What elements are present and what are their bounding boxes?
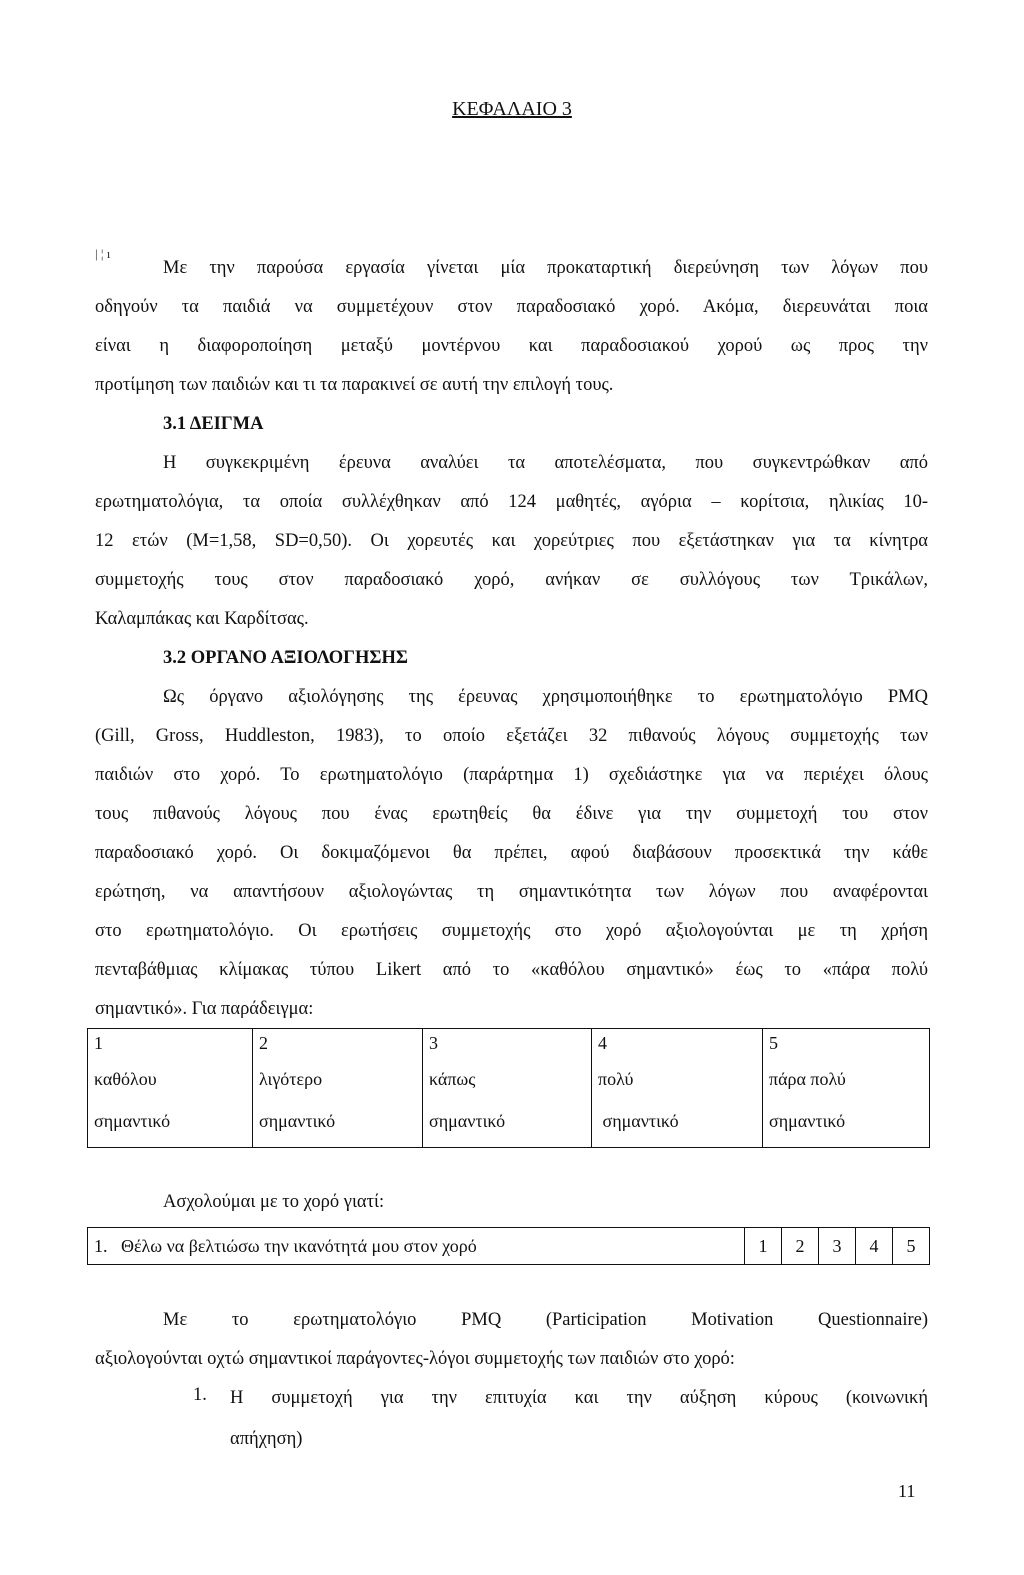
table-cell: 5	[763, 1029, 930, 1066]
sample-line: συμμετοχής τους στον παραδοσιακό χορό, ανήκαν σε συλλόγους των Τρικάλων,	[95, 570, 928, 590]
example-item-label	[88, 1228, 663, 1265]
table-cell: σημαντικό	[423, 1107, 592, 1148]
closing-line: αξιολογούνται οχτώ σημαντικοί παράγοντες-λόγοι συμμετοχής των παιδιών στο χορό:	[95, 1349, 735, 1369]
instrument-line: (Gill, Gross, Huddleston, 1983), το οποίο εξετάζει 32 πιθανούς λόγους συμμετοχής των	[95, 726, 928, 746]
section-heading-sample: 3.1 ΔΕΙΓΜΑ	[163, 414, 264, 434]
example-item-table	[87, 1227, 930, 1265]
intro-line: προτίμηση των παιδιών και τι τα παρακινεί σε αυτή την επιλογή τους.	[95, 375, 614, 395]
instrument-line: ερώτηση, να απαντήσουν αξιολογώντας τη σημαντικότητα των λόγων που αναφέρονται	[95, 882, 928, 902]
instrument-line: παραδοσιακό χορό. Οι δοκιμαζόμενοι θα πρέπει, αφού διαβάσουν προσεκτικά την κάθε	[95, 843, 928, 863]
table-cell: λιγότερο	[253, 1065, 423, 1107]
item-option-2: 2	[782, 1228, 819, 1265]
instrument-line: πενταβάθμιας κλίμακας τύπου Likert από το «καθόλου σημαντικό» έως το «πάρα πολύ	[95, 960, 928, 980]
intro-line: Με την παρούσα εργασία γίνεται μία προκαταρτική διερεύνηση των λόγων που	[163, 258, 928, 278]
item-option-5: 5	[893, 1228, 930, 1265]
table-cell: 4	[592, 1029, 763, 1066]
table-cell: σημαντικό	[592, 1107, 763, 1148]
table-row	[88, 1107, 930, 1148]
table-cell: σημαντικό	[763, 1107, 930, 1148]
likert-scale-table	[87, 1028, 930, 1148]
table-row	[88, 1228, 930, 1265]
example-prompt: Ασχολούμαι με το χορό γιατί:	[163, 1192, 385, 1212]
sample-line: ερωτηματολόγια, τα οποία συλλέχθηκαν από 124 μαθητές, αγόρια – κορίτσια, ηλικίας 10-	[95, 492, 928, 512]
table-cell: 3	[423, 1029, 592, 1066]
table-cell: πάρα πολύ	[763, 1065, 930, 1107]
instrument-line: τους πιθανούς λόγους που ένας ερωτηθείς θα έδινε για την συμμετοχή του στον	[95, 804, 928, 824]
table-row	[88, 1029, 930, 1066]
item-option-3: 3	[819, 1228, 856, 1265]
table-cell-spacer	[662, 1228, 745, 1265]
table-cell: κάπως	[423, 1065, 592, 1107]
item-text: Θέλω να βελτιώσω την ικανότητά μου στον χορό	[121, 1235, 477, 1256]
intro-line: οδηγούν τα παιδιά να συμμετέχουν στον παραδοσιακό χορό. Ακόμα, διερευνάται ποια	[95, 297, 928, 317]
sample-line: 12 ετών (Μ=1,58, SD=0,50). Οι χορευτές και χορεύτριες που εξετάστηκαν για τα κίνητρα	[95, 531, 928, 551]
scan-marks: | ¦ ı	[95, 246, 111, 261]
factor-number: 1.	[193, 1385, 207, 1405]
page-number: 11	[898, 1481, 916, 1501]
section-heading-instrument: 3.2 ΟΡΓΑΝΟ ΑΞΙΟΛΟΓΗΣΗΣ	[163, 648, 408, 668]
closing-line: Με το ερωτηματολόγιο PMQ (Participation Motivation Questionnaire)	[163, 1310, 928, 1330]
item-option-1: 1	[745, 1228, 782, 1265]
table-cell: 1	[88, 1029, 253, 1066]
item-option-4: 4	[856, 1228, 893, 1265]
sample-line: Η συγκεκριμένη έρευνα αναλύει τα αποτελέσματα, που συγκεντρώθκαν από	[163, 453, 928, 473]
table-cell: πολύ	[592, 1065, 763, 1107]
table-row	[88, 1065, 930, 1107]
instrument-line: Ως όργανο αξιολόγησης της έρευνας χρησιμοποιήθηκε το ερωτηματολόγιο PMQ	[163, 687, 928, 707]
chapter-title: ΚΕΦΑΛΑΙΟ 3	[452, 98, 572, 120]
instrument-line: παιδιών στο χορό. Το ερωτηματολόγιο (παράρτημα 1) σχεδιάστηκε για να περιέχει όλους	[95, 765, 928, 785]
sample-line: Καλαμπάκας και Καρδίτσας.	[95, 609, 309, 629]
instrument-line: σημαντικό». Για παράδειγμα:	[95, 999, 314, 1019]
table-cell: σημαντικό	[88, 1107, 253, 1148]
factor-text: Η συμμετοχή για την επιτυχία και την αύξηση κύρους (κοινωνική	[230, 1388, 928, 1408]
intro-line: είναι η διαφοροποίηση μεταξύ μοντέρνου και παραδοσιακού χορού ως προς την	[95, 336, 928, 356]
table-cell: σημαντικό	[253, 1107, 423, 1148]
factor-text-continued: απήχηση)	[230, 1429, 303, 1449]
table-cell: καθόλου	[88, 1065, 253, 1107]
table-cell: 2	[253, 1029, 423, 1066]
instrument-line: στο ερωτηματολόγιο. Οι ερωτήσεις συμμετοχής στο χορό αξιολογούνται με τη χρήση	[95, 921, 928, 941]
item-number: 1.	[94, 1235, 108, 1256]
